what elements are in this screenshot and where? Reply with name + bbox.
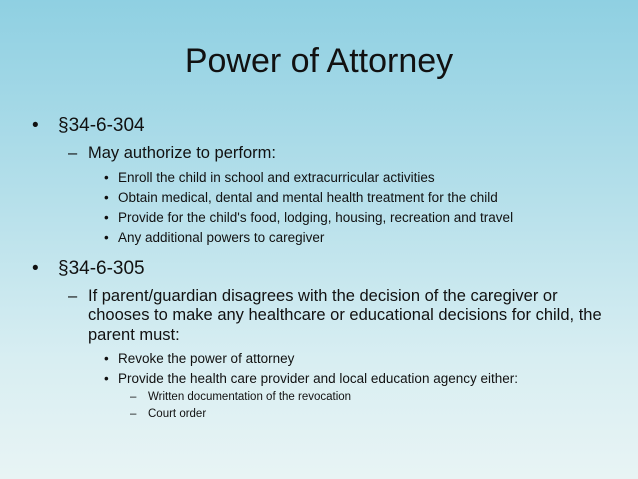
list-item-text: Revoke the power of attorney [118, 351, 295, 366]
section-heading-text: §34-6-305 [58, 257, 145, 279]
section-heading-305 [32, 257, 622, 281]
list-item-text: Obtain medical, dental and mental health treatment for the child [118, 189, 498, 205]
section-sub-text: If parent/guardian disagrees with the decision of the caregiver or chooses to make any healthcare or educational decisions for child, the parent must: [88, 286, 602, 344]
list-item [104, 208, 622, 228]
dash-marker: – [68, 144, 78, 162]
list-item-text: Enroll the child in school and extracurricular activities [118, 169, 435, 185]
dash-marker: – [130, 391, 137, 403]
bullet-marker: • [104, 169, 109, 185]
section-sub-305 [68, 287, 622, 346]
bullet-marker: • [104, 371, 109, 386]
list-item [104, 168, 622, 188]
bullet-marker: • [104, 229, 109, 245]
bullet-marker: • [32, 115, 39, 136]
bullet-marker: • [104, 209, 109, 225]
list-item-text: Provide the health care provider and local education agency either: [118, 371, 519, 386]
slide-content [32, 114, 622, 423]
bullet-marker: • [104, 351, 109, 366]
list-item-text: Provide for the child's food, lodging, housing, recreation and travel [118, 209, 514, 225]
list-item-text: Any additional powers to caregiver [118, 229, 325, 245]
section-sub-304 [68, 144, 622, 164]
section-heading-text: §34-6-304 [58, 115, 145, 136]
list-item [104, 349, 622, 369]
section-heading-304 [32, 114, 622, 138]
list-subitem-text: Written documentation of the revocation [148, 391, 352, 403]
list-item [104, 188, 622, 208]
dash-marker: – [130, 408, 137, 420]
slide-title: Power of Attorney [184, 42, 454, 80]
list-subitem [130, 389, 622, 406]
list-item [104, 369, 622, 389]
list-item [104, 228, 622, 248]
bullet-marker: • [104, 189, 109, 205]
section-sub-text: May authorize to perform: [88, 144, 276, 162]
list-subitem [130, 406, 622, 423]
dash-marker: – [68, 286, 78, 305]
list-subitem-text: Court order [148, 408, 207, 420]
bullet-marker: • [32, 257, 39, 279]
